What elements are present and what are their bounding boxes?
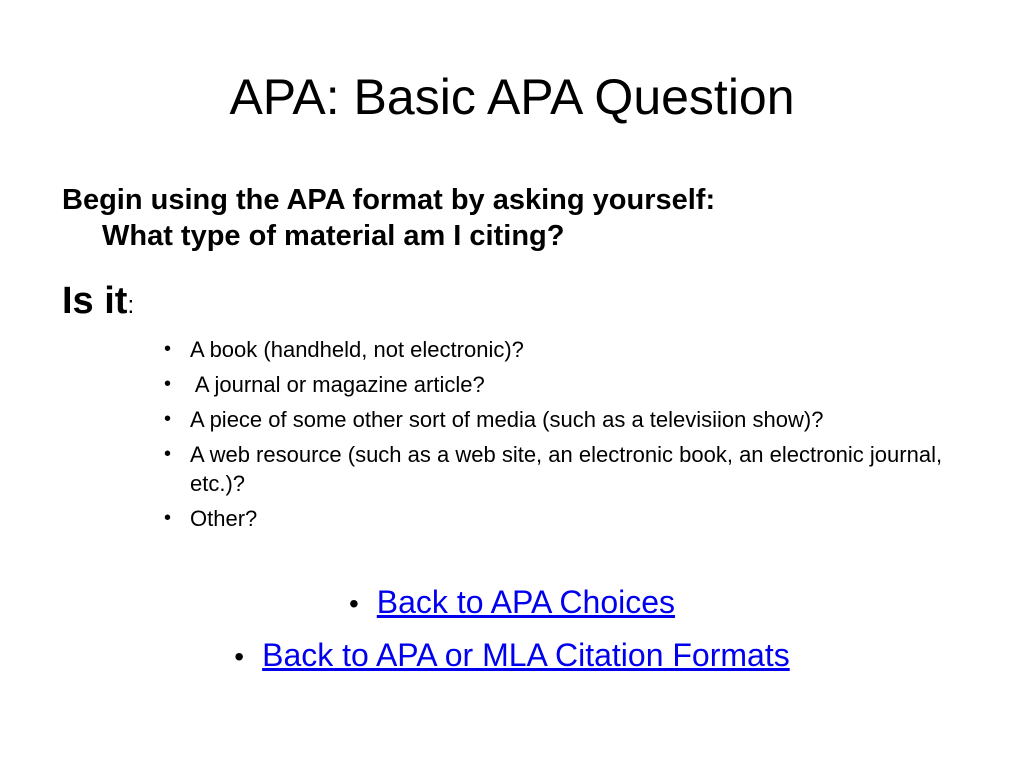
link-item	[0, 635, 1024, 677]
bullet-icon: •	[164, 507, 172, 529]
intro-line-2: What type of material am I citing?	[102, 220, 565, 252]
is-it-heading	[62, 278, 134, 329]
back-to-citation-formats-link[interactable]: Back to APA or MLA Citation Formats	[262, 637, 790, 673]
list-item	[162, 405, 962, 434]
intro-text	[62, 182, 962, 254]
link-item	[0, 582, 1024, 624]
bullet-icon: •	[164, 373, 172, 395]
list-item	[162, 504, 962, 533]
navigation-links	[0, 582, 1024, 688]
list-item-text: A journal or magazine article?	[190, 372, 485, 397]
bullet-icon: •	[164, 408, 172, 430]
intro-line-1: Begin using the APA format by asking yourself:	[62, 184, 716, 216]
bullet-icon: •	[164, 338, 172, 360]
list-item-text: A web resource (such as a web site, an electronic book, an electronic journal, etc.)?	[190, 442, 943, 496]
material-type-list	[162, 335, 962, 539]
is-it-colon: :	[127, 292, 135, 319]
list-item-text: Other?	[190, 506, 258, 531]
list-item-text: A book (handheld, not electronic)?	[190, 337, 524, 362]
list-item-text: A piece of some other sort of media (such as a televisiion show)?	[190, 407, 824, 432]
bullet-icon: •	[234, 641, 245, 672]
is-it-label: Is it	[62, 280, 128, 322]
back-to-apa-choices-link[interactable]: Back to APA Choices	[376, 584, 676, 620]
bullet-icon: •	[164, 443, 172, 465]
list-item	[162, 370, 962, 399]
bullet-icon: •	[348, 588, 359, 619]
list-item	[162, 335, 962, 364]
list-item	[162, 440, 962, 498]
slide-title: APA: Basic APA Question	[229, 69, 795, 125]
